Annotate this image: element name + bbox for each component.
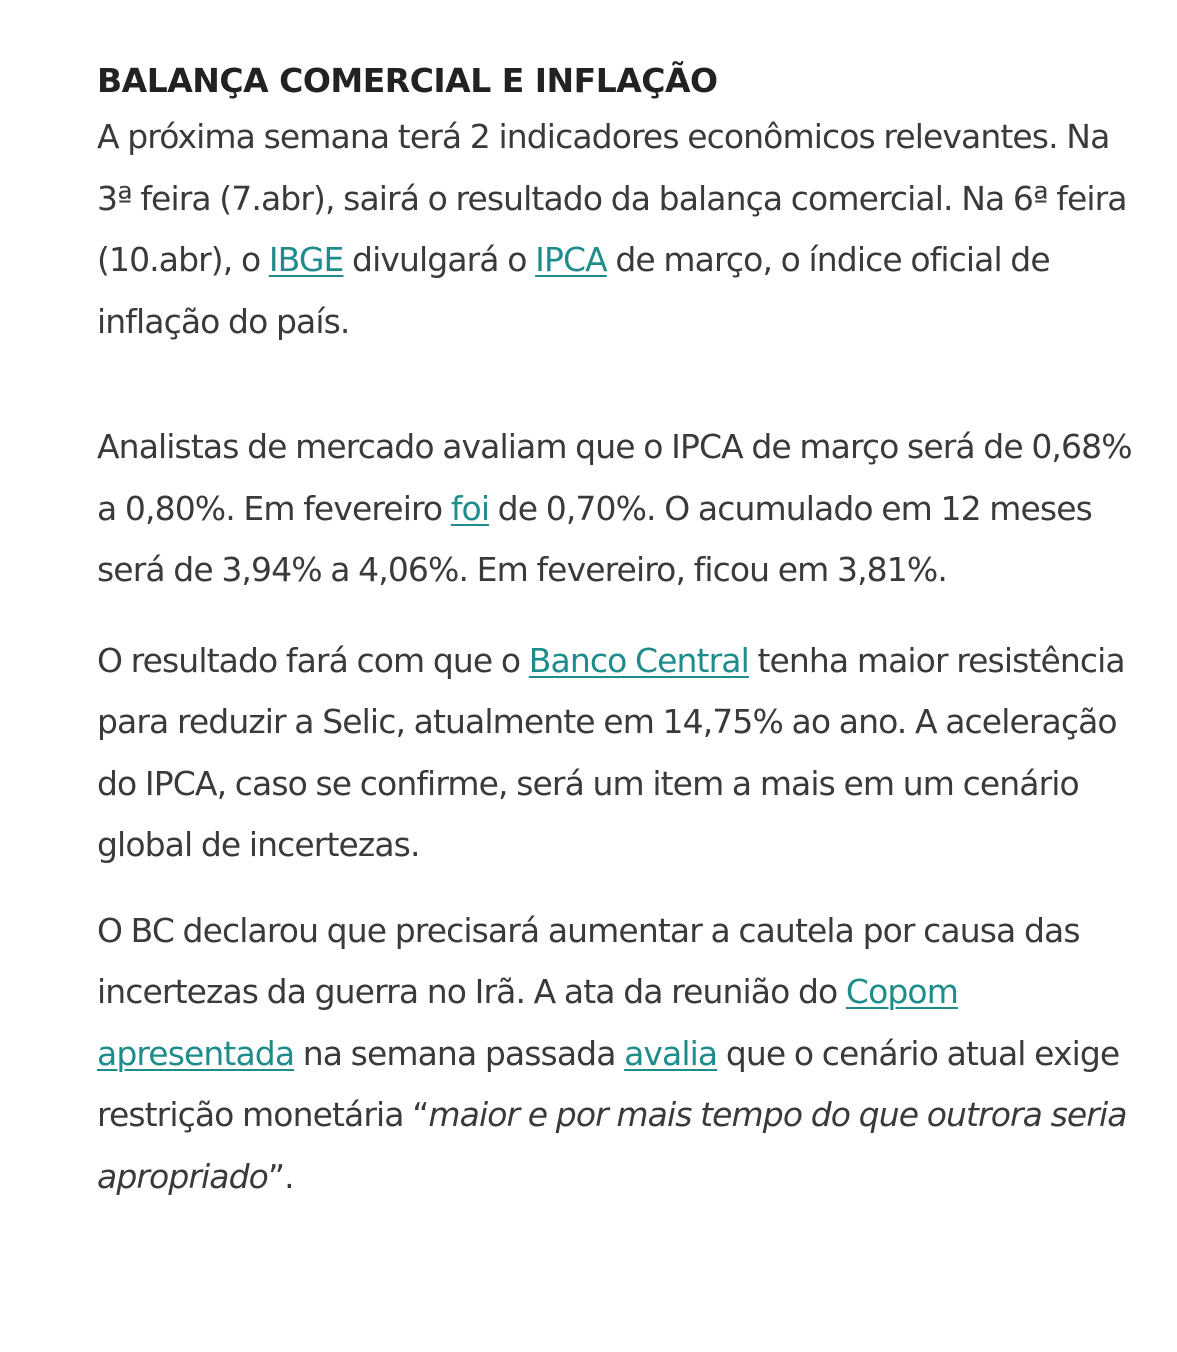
paragraph-agenda bbox=[97, 106, 1137, 352]
link-apresentada[interactable]: apresentada bbox=[97, 1033, 295, 1073]
paragraph-text: que o cenário atual exige restrição monetária “ bbox=[97, 1033, 1120, 1134]
link-ipca[interactable]: IPCA bbox=[535, 240, 607, 279]
link-foi[interactable]: foi bbox=[450, 488, 490, 528]
paragraph-text: ”. bbox=[267, 1156, 294, 1196]
section-heading: BALANÇA COMERCIAL E INFLAÇÃO bbox=[97, 61, 718, 100]
paragraph-text: de março, o índice oficial de inflação do país. bbox=[97, 240, 1050, 341]
link-banco-central[interactable]: Banco Central bbox=[528, 640, 749, 680]
paragraph-text: O BC declarou que precisará aumentar a cautela por causa das incertezas da guerra no Irã. A ata da reunião do bbox=[97, 910, 1080, 1011]
paragraph-text: Analistas de mercado avaliam que o IPCA de março será de 0,68% a 0,80%. Em fevereiro bbox=[97, 427, 1132, 528]
italic-quote: maior e por mais tempo do que outrora seria apropriado bbox=[97, 1095, 1127, 1196]
paragraph-text: na semana passada bbox=[294, 1033, 625, 1073]
link-avalia[interactable]: avalia bbox=[624, 1033, 718, 1073]
paragraph-text: divulgará o bbox=[343, 240, 536, 279]
paragraph-text: tenha maior resistência para reduzir a Selic, atualmente em 14,75% ao ano. A aceleração do IPCA, caso se confirme, será um item a mais em um cenário global de incertezas. bbox=[97, 640, 1125, 864]
paragraph-forecast bbox=[97, 416, 1137, 601]
link-ibge[interactable]: IBGE bbox=[268, 240, 344, 279]
article-body bbox=[97, 56, 1137, 1207]
paragraph-text: O resultado fará com que o bbox=[97, 640, 529, 680]
paragraph-copom bbox=[97, 900, 1137, 1208]
link-copom[interactable]: Copom bbox=[845, 972, 958, 1011]
paragraph-text: de 0,70%. O acumulado em 12 meses será de 3,94% a 4,06%. Em fevereiro, ficou em 3,81%. bbox=[97, 488, 1092, 589]
paragraph-banco-central bbox=[97, 630, 1137, 876]
paragraph-text: A próxima semana terá 2 indicadores econômicos relevantes. Na 3ª feira (7.abr), sairá o resultado da balança comercial. Na 6ª feira (10.abr), o bbox=[97, 117, 1127, 279]
